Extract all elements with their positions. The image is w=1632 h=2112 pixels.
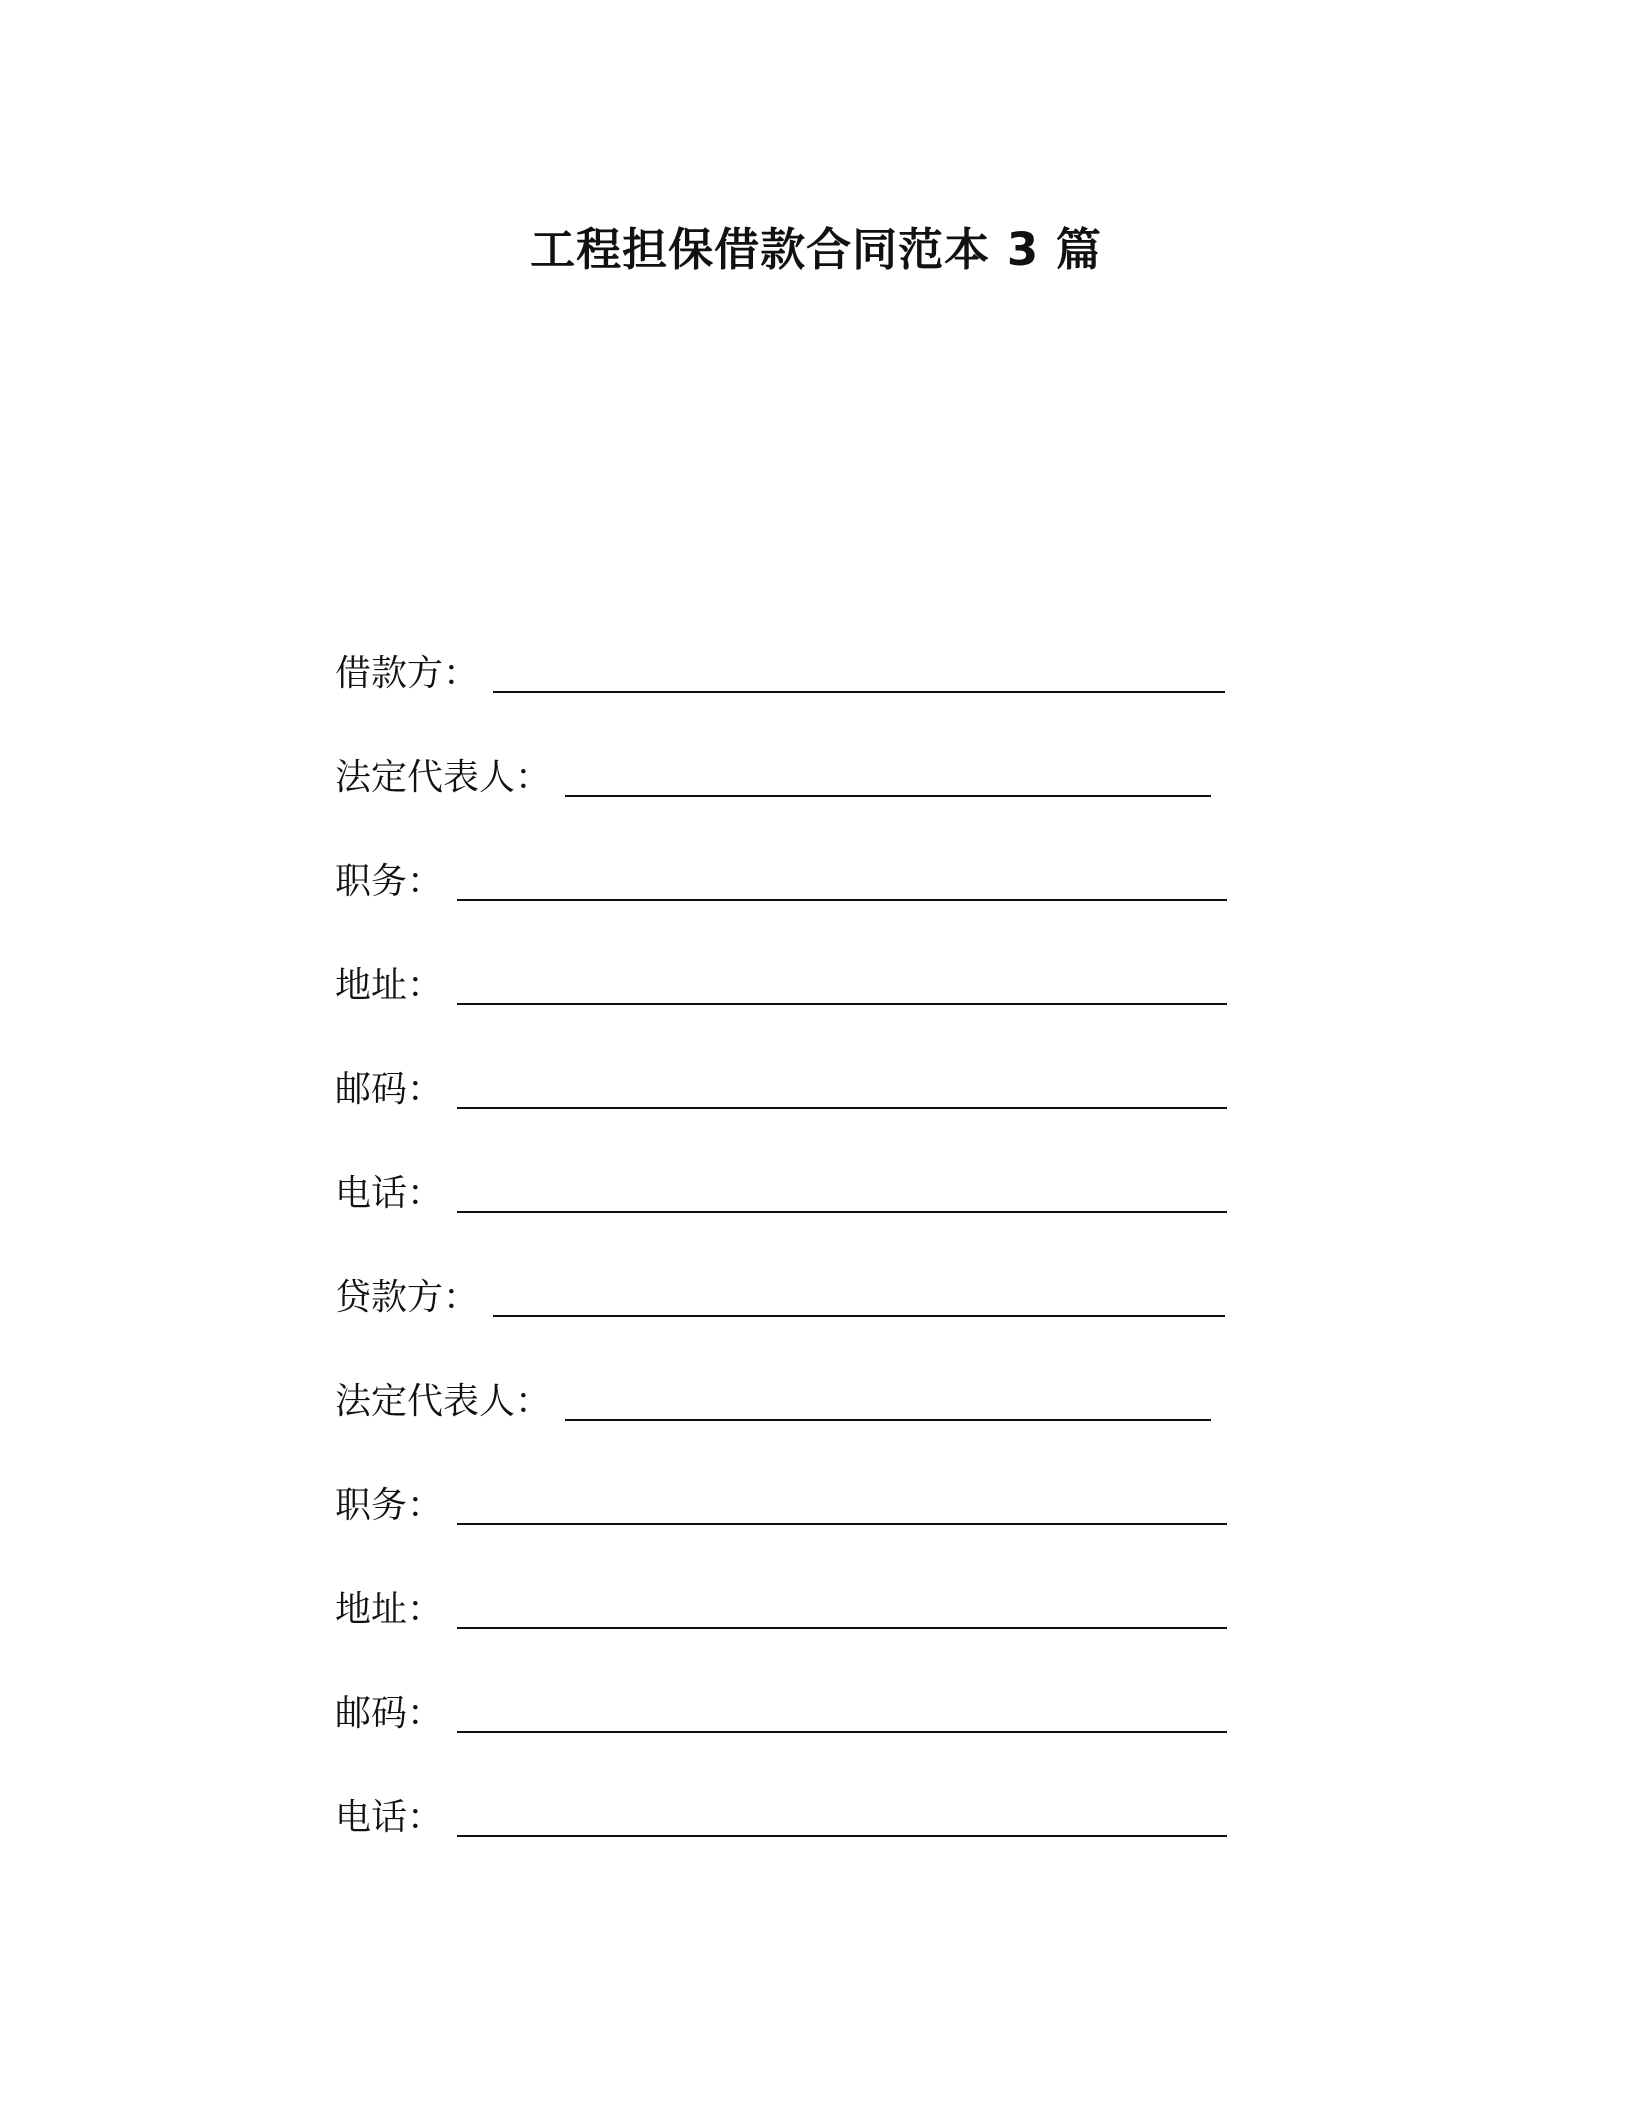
lender-legal-rep-row [335, 1323, 1295, 1427]
lender-postcode-blank[interactable] [457, 1731, 1227, 1733]
lender-party-label: 贷款方： [335, 1277, 480, 1318]
borrower-legal-rep-row [335, 699, 1295, 803]
lender-postcode-row [335, 1635, 1295, 1739]
borrower-legal-rep-blank[interactable] [565, 795, 1211, 797]
borrower-position-blank[interactable] [457, 899, 1227, 901]
lender-position-row [335, 1427, 1295, 1531]
lender-position-label: 职务： [335, 1485, 444, 1526]
borrower-party-blank[interactable] [493, 691, 1225, 693]
lender-phone-label: 电话： [335, 1797, 444, 1838]
lender-address-row [335, 1531, 1295, 1635]
borrower-position-row [335, 803, 1295, 907]
lender-phone-blank[interactable] [457, 1835, 1227, 1837]
borrower-address-label: 地址： [335, 965, 444, 1006]
borrower-party-label: 借款方： [335, 653, 480, 694]
borrower-phone-label: 电话： [335, 1173, 444, 1214]
lender-postcode-label: 邮码： [335, 1693, 444, 1734]
borrower-postcode-row [335, 1011, 1295, 1115]
document-title: 工程担保借款合同范本 3 篇 [530, 223, 1102, 276]
lender-legal-rep-blank[interactable] [565, 1419, 1211, 1421]
borrower-postcode-label: 邮码： [335, 1069, 444, 1110]
borrower-phone-blank[interactable] [457, 1211, 1227, 1213]
party-info-form [335, 595, 1295, 1843]
lender-phone-row [335, 1739, 1295, 1843]
lender-address-label: 地址： [335, 1589, 444, 1630]
lender-legal-rep-label: 法定代表人： [335, 1381, 552, 1422]
borrower-postcode-blank[interactable] [457, 1107, 1227, 1109]
borrower-legal-rep-label: 法定代表人： [335, 757, 552, 798]
lender-position-blank[interactable] [457, 1523, 1227, 1525]
borrower-address-blank[interactable] [457, 1003, 1227, 1005]
borrower-address-row [335, 907, 1295, 1011]
borrower-phone-row [335, 1115, 1295, 1219]
lender-party-row [335, 1219, 1295, 1323]
lender-party-blank[interactable] [493, 1315, 1225, 1317]
borrower-position-label: 职务： [335, 861, 444, 902]
borrower-party-row [335, 595, 1295, 699]
lender-address-blank[interactable] [457, 1627, 1227, 1629]
